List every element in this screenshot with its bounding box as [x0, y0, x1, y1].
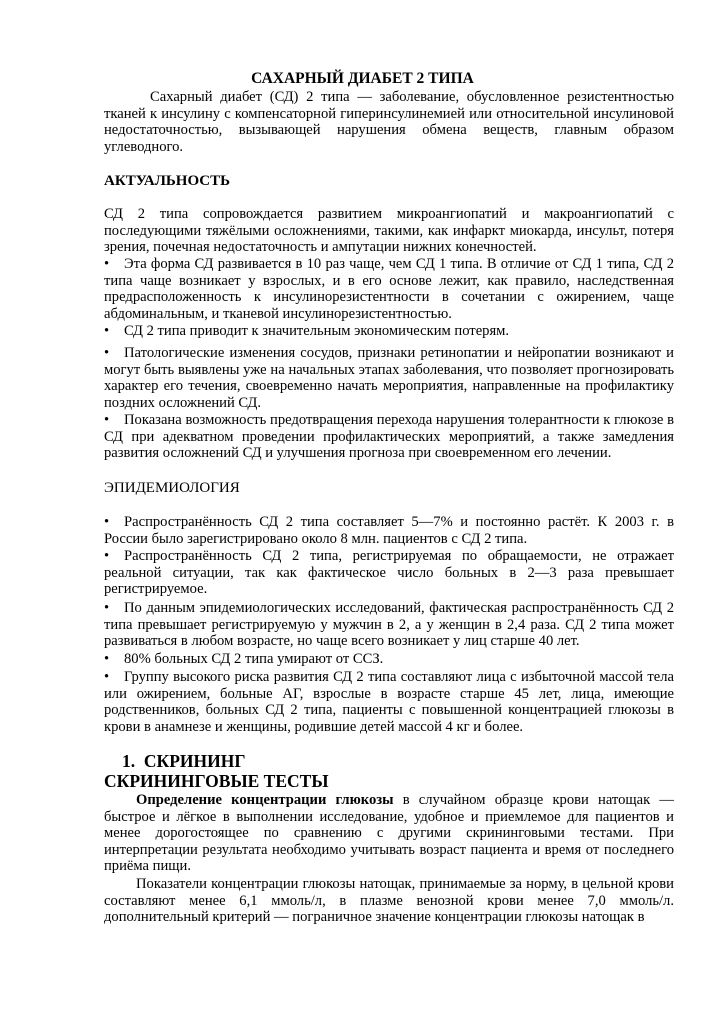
section-title: СКРИНИНГ — [143, 751, 246, 771]
relevance-heading: АКТУАЛЬНОСТЬ — [104, 173, 231, 189]
bullet-marker: • — [104, 412, 110, 428]
bullet-marker: • — [104, 345, 110, 361]
epidemiology-bullet-2 — [104, 548, 674, 598]
bullet-text: По данным эпидемиологических исследований, фактическая распространённость СД 2 типа превышает регистрируемую у мужчин в 2, а у женщин в 2,4 раза. СД 2 типа может развиваться в любом возрасте, но чаще всего возникает у лиц старше 40 лет. — [104, 600, 674, 650]
relevance-lead-paragraph: СД 2 типа сопровождается развитием микроангиопатий и макроангиопатий с последующими тяжёлыми осложнениями, такими, как инфаркт миокарда, инсульт, потеря зрения, почечная недостаточность и ампутации нижних конечностей. — [104, 206, 674, 256]
bullet-marker: • — [104, 323, 110, 339]
section-number: 1. — [122, 751, 136, 771]
epidemiology-bullet-5 — [104, 669, 674, 735]
bullet-text: СД 2 типа приводит к значительным экономическим потерям. — [124, 323, 510, 339]
bullet-marker: • — [104, 548, 110, 564]
bullet-marker: • — [104, 514, 110, 530]
screening-paragraph-2: Показатели концентрации глюкозы натощак, принимаемые за норму, в цельной крови составляют менее 6,1 ммоль/л, в плазме венозной крови менее 7,0 ммоль/л. дополнительный критерий — пограничное значение концентрации глюкозы натощак в — [104, 876, 674, 926]
bullet-marker: • — [104, 651, 110, 667]
bullet-text: Эта форма СД развивается в 10 раз чаще, чем СД 1 типа. В отличие от СД 1 типа, СД 2 типа чаще возникает у взрослых, и в его основе лежит, как правило, наследственная предрасположенность к инсулинорезистентности в сочетании с ожирением, чаще абдоминальным, и тканевой инсулинорезистентностью. — [104, 256, 674, 322]
bullet-text: Распространённость СД 2 типа составляет 5—7% и постоянно растёт. К 2003 г. в России было зарегистрировано около 8 млн. пациентов с СД 2 типа. — [104, 514, 674, 547]
relevance-bullet-4 — [104, 412, 674, 462]
document-title: САХАРНЫЙ ДИАБЕТ 2 ТИПА — [251, 70, 474, 87]
relevance-bullet-3 — [104, 345, 674, 411]
glucose-term: Определение концентрации глюкозы — [136, 792, 394, 808]
bullet-text: Показана возможность предотвращения перехода нарушения толерантности к глюкозе в СД при адекватном проведении профилактических мероприятий, а также замедления развития осложнений СД и улучшения прогноза при своевременном его лечении. — [104, 412, 674, 462]
intro-paragraph: Сахарный диабет (СД) 2 типа — заболевание, обусловленное резистентностью тканей к инсулину с компенсаторной гиперинсулинемией или относительной инсулиновой недостаточностью, вызывающей нарушения обмена веществ, главным образом углеводного. — [104, 89, 674, 155]
bullet-marker: • — [104, 600, 110, 616]
bullet-marker: • — [104, 669, 110, 685]
bullet-marker: • — [104, 256, 110, 272]
epidemiology-bullet-4 — [104, 651, 674, 668]
epidemiology-bullet-3 — [104, 600, 674, 650]
bullet-text: Группу высокого риска развития СД 2 типа составляют лица с избыточной массой тела или ожирением, больные АГ, взрослые в возрасте старше 45 лет, лица, имеющие родственников, больных СД 2 типа, пациенты с повышенной концентрацией глюкозы в крови в анамнезе и женщины, родившие детей массой 4 кг и более. — [104, 669, 674, 735]
screening-tests-heading: СКРИНИНГОВЫЕ ТЕСТЫ — [104, 771, 329, 791]
epidemiology-bullet-1 — [104, 514, 674, 547]
screening-heading — [122, 751, 245, 772]
bullet-text: Распространённость СД 2 типа, регистрируемая по обращаемости, не отражает реальной ситуации, так как фактическое число больных в 2—3 раза превышает регистрируемое. — [104, 548, 674, 598]
screening-paragraph-1-text: в случайном образце крови натощак — быстрое и лёгкое в выполнении исследование, удобное и приемлемое для пациентов и менее дорогостоящее по сравнению с другими скрининговыми тестами. При интерпретации результата необходимо учитывать возраст пациента и время от последнего приёма пищи. — [104, 792, 674, 875]
relevance-bullet-2 — [104, 323, 674, 340]
epidemiology-heading: ЭПИДЕМИОЛОГИЯ — [104, 480, 240, 496]
screening-paragraph-1 — [104, 792, 674, 875]
bullet-text: Патологические изменения сосудов, признаки ретинопатии и нейропатии возникают и могут быть выявлены уже на начальных этапах заболевания, что позволяет прогнозировать характер его течения, своевременно начать мероприятия, направленные на профилактику поздних осложнений СД. — [104, 345, 674, 411]
bullet-text: 80% больных СД 2 типа умирают от ССЗ. — [124, 651, 384, 667]
relevance-bullet-1 — [104, 256, 674, 322]
